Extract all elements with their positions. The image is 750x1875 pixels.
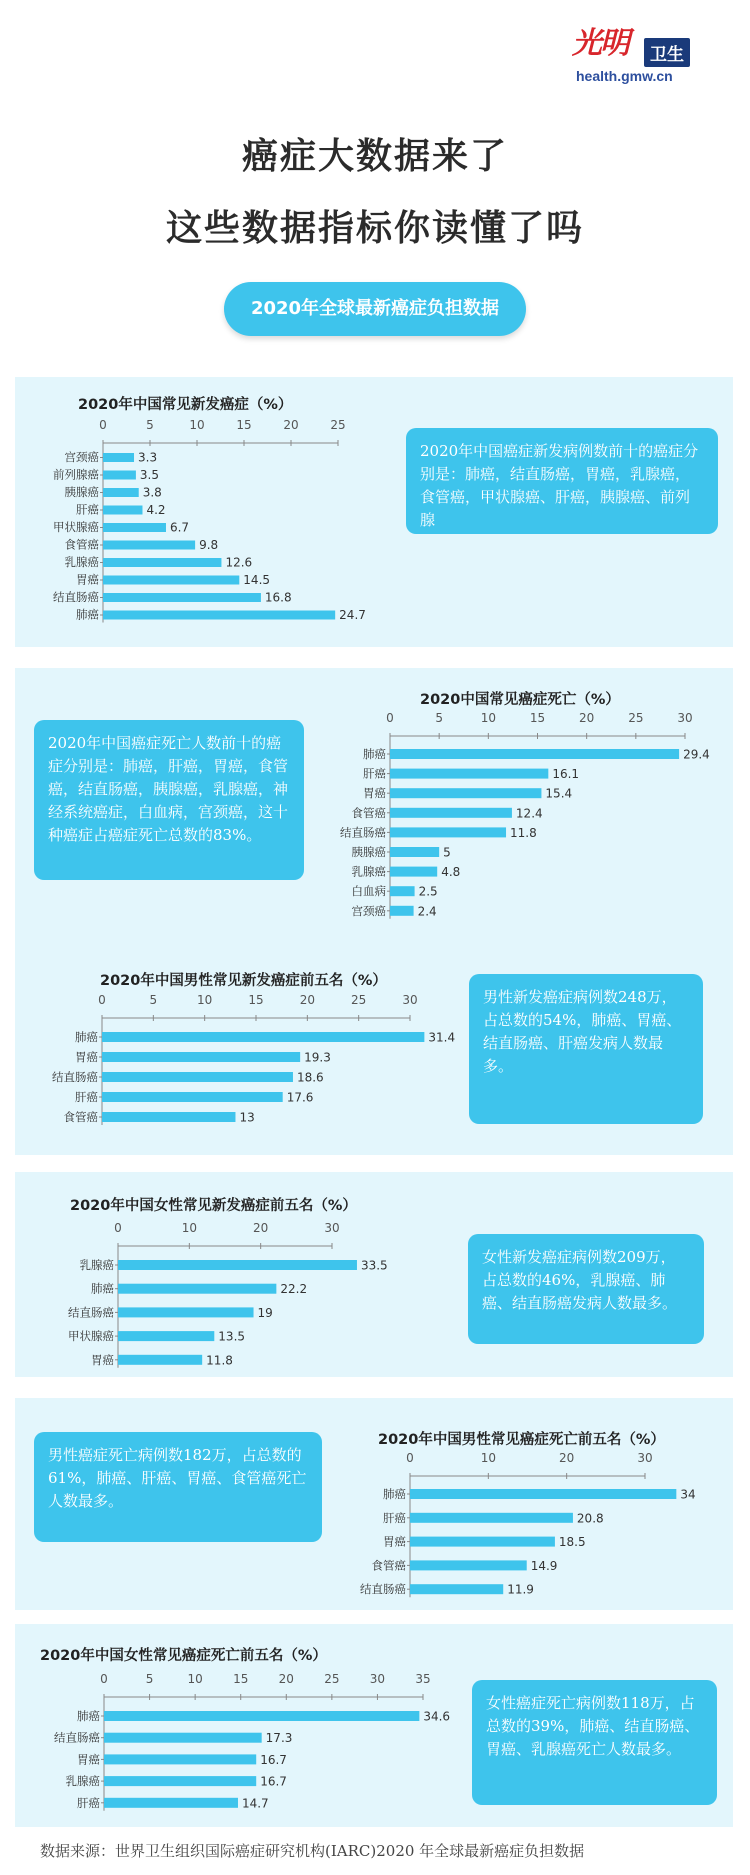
data-label: 11.9: [507, 1582, 534, 1597]
subtitle-pill: 2020年全球最新癌症负担数据: [224, 282, 526, 336]
x-tick-label: 0: [98, 993, 106, 1007]
bar: [410, 1489, 676, 1499]
category-label: 肺癌: [91, 1281, 114, 1296]
category-label: 胰腺癌: [351, 845, 386, 859]
x-tick-label: 20: [253, 1221, 269, 1235]
bar: [410, 1584, 503, 1594]
data-label: 34: [680, 1487, 696, 1502]
category-label: 结直肠癌: [360, 1582, 406, 1597]
note-new-cases: 2020年中国癌症新发病例数前十的癌症分别是：肺癌，结直肠癌，胃癌，乳腺癌，食管癌，甲状腺癌、肝癌，胰腺癌、前列腺: [406, 428, 718, 534]
category-label: 结直肠癌: [340, 825, 386, 840]
bar: [118, 1307, 254, 1317]
data-label: 16.8: [264, 590, 292, 605]
data-label: 13: [239, 1110, 255, 1125]
chart-female-deaths: [38, 1636, 478, 1824]
category-label: 肝癌: [76, 502, 99, 517]
data-label: 18.5: [558, 1535, 586, 1550]
brand-name: 光明: [572, 26, 628, 61]
bar: [103, 453, 134, 462]
data-label: 3.3: [138, 450, 158, 465]
data-label: 5: [443, 845, 451, 860]
category-label: 肝癌: [77, 1795, 100, 1810]
x-tick-label: 30: [369, 1672, 386, 1686]
data-label: 14.7: [241, 1796, 269, 1811]
x-tick-label: 10: [189, 418, 205, 432]
category-label: 胃癌: [363, 786, 386, 801]
category-label: 结直肠癌: [52, 1070, 98, 1084]
data-label: 4.8: [441, 865, 461, 880]
data-label: 9.8: [199, 538, 219, 552]
bar: [103, 488, 139, 497]
category-label: 食管癌: [351, 805, 386, 820]
category-label: 结直肠癌: [54, 1730, 100, 1745]
bar: [390, 886, 415, 896]
category-label: 肺癌: [76, 607, 99, 622]
x-tick-label: 30: [677, 711, 693, 725]
x-tick-label: 25: [324, 1672, 340, 1686]
data-label: 31.4: [428, 1030, 456, 1045]
bar: [102, 1052, 300, 1062]
category-label: 食管癌: [64, 537, 99, 552]
category-label: 结直肠癌: [53, 590, 99, 604]
category-label: 乳腺癌: [351, 864, 386, 879]
data-label: 34.6: [423, 1709, 451, 1724]
data-label: 2.5: [418, 884, 438, 899]
data-label: 13.5: [218, 1329, 246, 1344]
x-tick-label: 0: [99, 418, 107, 432]
data-label: 29.4: [683, 747, 710, 762]
data-label: 22.2: [280, 1282, 308, 1297]
bar: [390, 788, 541, 798]
bar: [103, 523, 166, 532]
bar: [118, 1260, 357, 1270]
bar: [102, 1072, 293, 1082]
x-tick-label: 25: [351, 993, 367, 1007]
category-label: 胃癌: [91, 1352, 114, 1367]
bar: [410, 1560, 527, 1570]
footer-source: 数据来源：世界卫生组织国际癌症研究机构(IARC)2020 年全球最新癌症负担数据: [40, 1842, 585, 1860]
bar: [103, 558, 221, 567]
x-tick-label: 0: [406, 1451, 414, 1465]
note-male-new: 男性新发癌症病例数248万，占总数的54%，肺癌、胃癌、结直肠癌、肝癌发病人数最多。: [469, 974, 703, 1124]
main-title-line1: 癌症大数据来了: [241, 136, 508, 177]
data-label: 19: [257, 1305, 273, 1320]
category-label: 胃癌: [383, 1534, 406, 1549]
bar: [104, 1798, 238, 1808]
bar: [410, 1537, 555, 1547]
bar: [103, 471, 136, 480]
chart-title: 2020年中国男性常见新发癌症前五名（%）: [100, 973, 387, 989]
chart-new-cases: [38, 390, 378, 640]
x-tick-label: 20: [283, 418, 299, 432]
category-label: 食管癌: [63, 1110, 98, 1124]
category-label: 乳腺癌: [65, 1774, 100, 1789]
x-tick-label: 25: [628, 711, 644, 725]
x-tick-label: 5: [435, 711, 443, 725]
x-tick-label: 15: [529, 711, 546, 725]
bar: [390, 847, 439, 857]
chart-female-new: [40, 1188, 440, 1378]
bar: [118, 1331, 214, 1341]
chart-title: 2020年中国女性常见新发癌症前五名（%）: [70, 1198, 357, 1214]
bar: [102, 1112, 235, 1122]
x-tick-label: 10: [480, 711, 496, 725]
main-title-line2: 这些数据指标你读懂了吗: [165, 208, 584, 249]
data-label: 16.1: [552, 767, 580, 782]
x-tick-label: 15: [233, 1672, 249, 1686]
data-label: 17.6: [286, 1090, 314, 1105]
data-label: 19.3: [304, 1050, 331, 1065]
category-label: 乳腺癌: [64, 555, 99, 569]
x-tick-label: 30: [637, 1451, 653, 1465]
x-tick-label: 20: [579, 711, 595, 725]
data-label: 6.7: [169, 520, 190, 535]
x-tick-label: 15: [236, 418, 252, 432]
category-label: 肝癌: [75, 1090, 98, 1104]
data-label: 11.8: [206, 1353, 233, 1368]
brand-channel-badge: 卫生: [644, 38, 690, 67]
x-tick-label: 20: [299, 993, 315, 1007]
category-label: 胃癌: [75, 1050, 98, 1064]
data-label: 11.8: [510, 825, 537, 840]
data-label: 3.5: [139, 468, 159, 482]
x-tick-label: 20: [559, 1451, 575, 1465]
x-tick-label: 15: [248, 993, 264, 1007]
category-label: 食管癌: [371, 1558, 406, 1573]
data-label: 12.4: [515, 806, 543, 821]
category-label: 结直肠癌: [68, 1305, 114, 1320]
bar: [390, 749, 679, 759]
category-label: 肝癌: [383, 1510, 406, 1525]
category-label: 肺癌: [363, 747, 386, 761]
chart-male-new: [40, 965, 470, 1135]
bar: [104, 1711, 419, 1721]
bar: [103, 506, 142, 515]
data-label: 15.4: [545, 786, 573, 801]
note-female-new: 女性新发癌症病例数209万，占总数的46%，乳腺癌、肺癌、结直肠癌发病人数最多。: [468, 1234, 704, 1344]
data-label: 24.7: [339, 608, 366, 622]
data-label: 4.2: [146, 503, 166, 517]
x-tick-label: 35: [415, 1672, 431, 1686]
category-label: 胰腺癌: [64, 485, 99, 499]
bar: [102, 1032, 424, 1042]
data-label: 14.9: [530, 1558, 558, 1573]
category-label: 肺癌: [75, 1030, 98, 1044]
data-label: 17.3: [265, 1731, 293, 1746]
category-label: 胃癌: [77, 1752, 100, 1767]
brand-url[interactable]: health.gmw.cn: [576, 68, 673, 84]
brand-logo[interactable]: [572, 18, 712, 82]
x-tick-label: 5: [146, 418, 154, 432]
x-tick-label: 0: [386, 711, 394, 725]
data-label: 33.5: [360, 1258, 388, 1273]
data-label: 16.7: [260, 1752, 287, 1767]
bar: [103, 576, 239, 585]
bar: [118, 1284, 276, 1294]
category-label: 胃癌: [76, 572, 99, 587]
data-label: 14.5: [243, 573, 271, 587]
bar: [103, 541, 195, 550]
chart-title: 2020年中国女性常见癌症死亡前五名（%）: [40, 1648, 327, 1664]
bar: [104, 1776, 256, 1786]
bar: [103, 593, 261, 602]
bar: [390, 769, 548, 779]
note-male-deaths: 男性癌症死亡病例数182万，占总数的61%，肺癌、肝癌、胃癌、食管癌死亡人数最多。: [34, 1432, 322, 1542]
data-label: 3.8: [142, 485, 162, 500]
bar: [103, 611, 335, 620]
x-tick-label: 30: [324, 1221, 340, 1235]
category-label: 宫颈癌: [64, 450, 99, 464]
bar: [390, 906, 414, 916]
category-label: 前列腺癌: [53, 467, 99, 482]
x-tick-label: 0: [100, 1672, 108, 1686]
x-tick-label: 10: [181, 1221, 197, 1235]
chart-deaths: [340, 680, 740, 930]
chart-title: 2020年中国男性常见癌症死亡前五名（%）: [378, 1432, 665, 1448]
bar: [390, 827, 506, 837]
category-label: 甲状腺癌: [68, 1329, 114, 1344]
x-tick-label: 10: [480, 1451, 496, 1465]
data-label: 16.7: [260, 1774, 287, 1789]
x-tick-label: 30: [402, 993, 418, 1007]
x-tick-label: 10: [197, 993, 213, 1007]
chart-male-deaths: [340, 1422, 730, 1610]
category-label: 宫颈癌: [351, 903, 386, 918]
x-tick-label: 5: [149, 993, 158, 1007]
note-deaths: 2020年中国癌症死亡人数前十的癌症分别是：肺癌，肝癌，胃癌，食管癌，结直肠癌，胰腺癌，乳腺癌，神经系统癌症，白血病，宫颈癌，这十种癌症占癌症死亡总数的83%。: [34, 720, 304, 880]
chart-title: 2020年中国常见新发癌症（%）: [78, 397, 293, 413]
data-label: 2.4: [417, 904, 437, 919]
category-label: 肺癌: [383, 1487, 406, 1501]
bar: [102, 1092, 283, 1102]
category-label: 肺癌: [77, 1709, 100, 1723]
category-label: 甲状腺癌: [53, 520, 99, 534]
x-tick-label: 0: [114, 1221, 122, 1235]
chart-title: 2020中国常见癌症死亡（%）: [420, 692, 620, 708]
note-female-deaths: 女性癌症死亡病例数118万，占总数的39%，肺癌、结直肠癌、胃癌、乳腺癌死亡人数最多。: [472, 1680, 717, 1805]
bar: [104, 1733, 262, 1743]
bar: [390, 808, 512, 818]
bar: [118, 1355, 202, 1365]
x-tick-label: 10: [187, 1672, 203, 1686]
x-tick-label: 5: [145, 1672, 154, 1686]
category-label: 肝癌: [363, 766, 386, 781]
bar: [390, 867, 437, 877]
bar: [410, 1513, 573, 1523]
x-tick-label: 25: [330, 418, 346, 432]
data-label: 20.8: [576, 1511, 604, 1526]
category-label: 白血病: [351, 884, 386, 899]
x-tick-label: 20: [278, 1672, 294, 1686]
category-label: 乳腺癌: [79, 1258, 114, 1272]
bar: [104, 1754, 256, 1764]
data-label: 12.6: [225, 555, 253, 570]
data-label: 18.6: [296, 1070, 324, 1085]
